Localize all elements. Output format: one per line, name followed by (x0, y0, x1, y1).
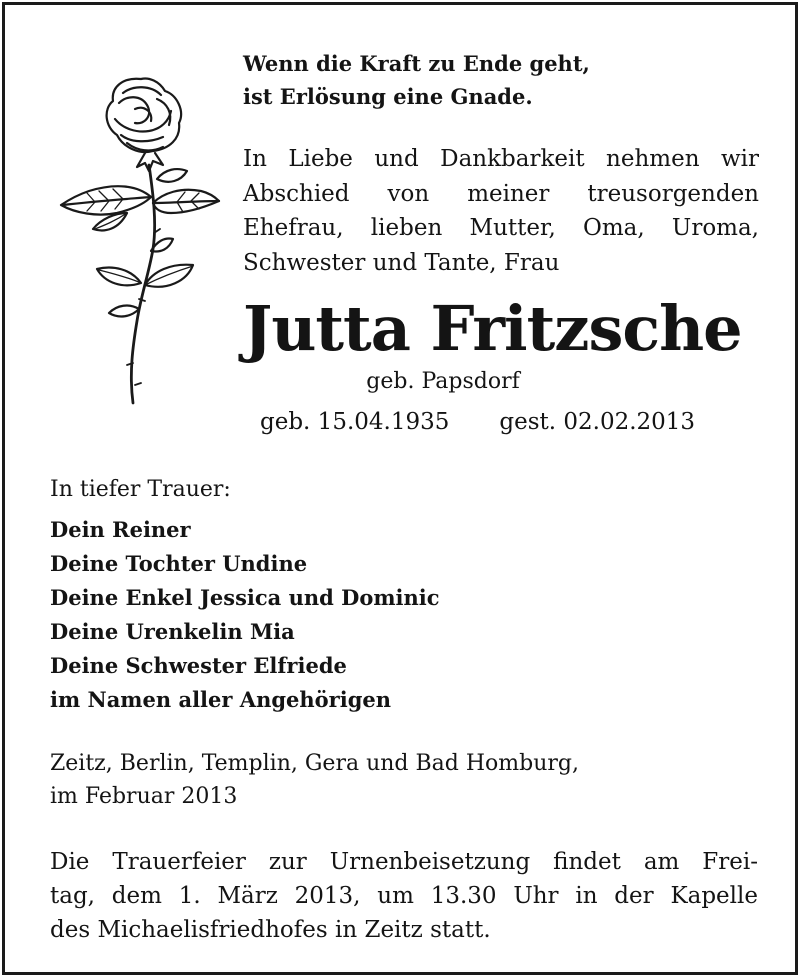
mourners-list (50, 513, 440, 717)
intro-line: Ehefrau, lieben Mutter, Oma, Uroma, (243, 215, 759, 241)
life-dates (260, 409, 695, 435)
farewell-text (243, 142, 759, 280)
deceased-name: Jutta Fritzsche (243, 292, 742, 365)
obituary-notice (2, 2, 798, 975)
mourner-name: im Namen aller Angehörigen (50, 687, 392, 712)
funeral-line: tag, dem 1. März 2013, um 13.30 Uhr in der Kapelle (50, 883, 758, 909)
quote-line: ist Erlösung eine Gnade. (243, 84, 533, 109)
birth-name: geb. Papsdorf (366, 369, 520, 394)
mourner-name: Deine Schwester Elfriede (50, 653, 347, 678)
mourners-heading: In tiefer Trauer: (50, 477, 231, 502)
birth-date: geb. 15.04.1935 (260, 409, 450, 435)
place-and-date (50, 747, 579, 813)
funeral-line: Die Trauerfeier zur Urnenbeisetzung findet am Frei- (50, 849, 758, 875)
intro-line: Abschied von meiner treusorgenden (243, 180, 759, 207)
place-line: Zeitz, Berlin, Templin, Gera und Bad Homburg, (50, 751, 579, 776)
intro-line: In Liebe und Dankbarkeit nehmen wir (243, 146, 759, 172)
mourner-name: Deine Tochter Undine (50, 551, 308, 576)
intro-line: Schwester und Tante, Frau (243, 249, 560, 276)
funeral-info (50, 845, 758, 947)
date-line: im Februar 2013 (50, 784, 238, 809)
death-date: gest. 02.02.2013 (499, 409, 696, 435)
mourner-name: Deine Urenkelin Mia (50, 619, 295, 644)
epitaph-quote (243, 47, 590, 113)
mourner-name: Deine Enkel Jessica und Dominic (50, 585, 440, 610)
rose-icon (53, 73, 223, 409)
funeral-line: des Michaelisfriedhofes in Zeitz statt. (50, 917, 491, 943)
quote-line: Wenn die Kraft zu Ende geht, (243, 51, 590, 76)
mourner-name: Dein Reiner (50, 517, 191, 542)
